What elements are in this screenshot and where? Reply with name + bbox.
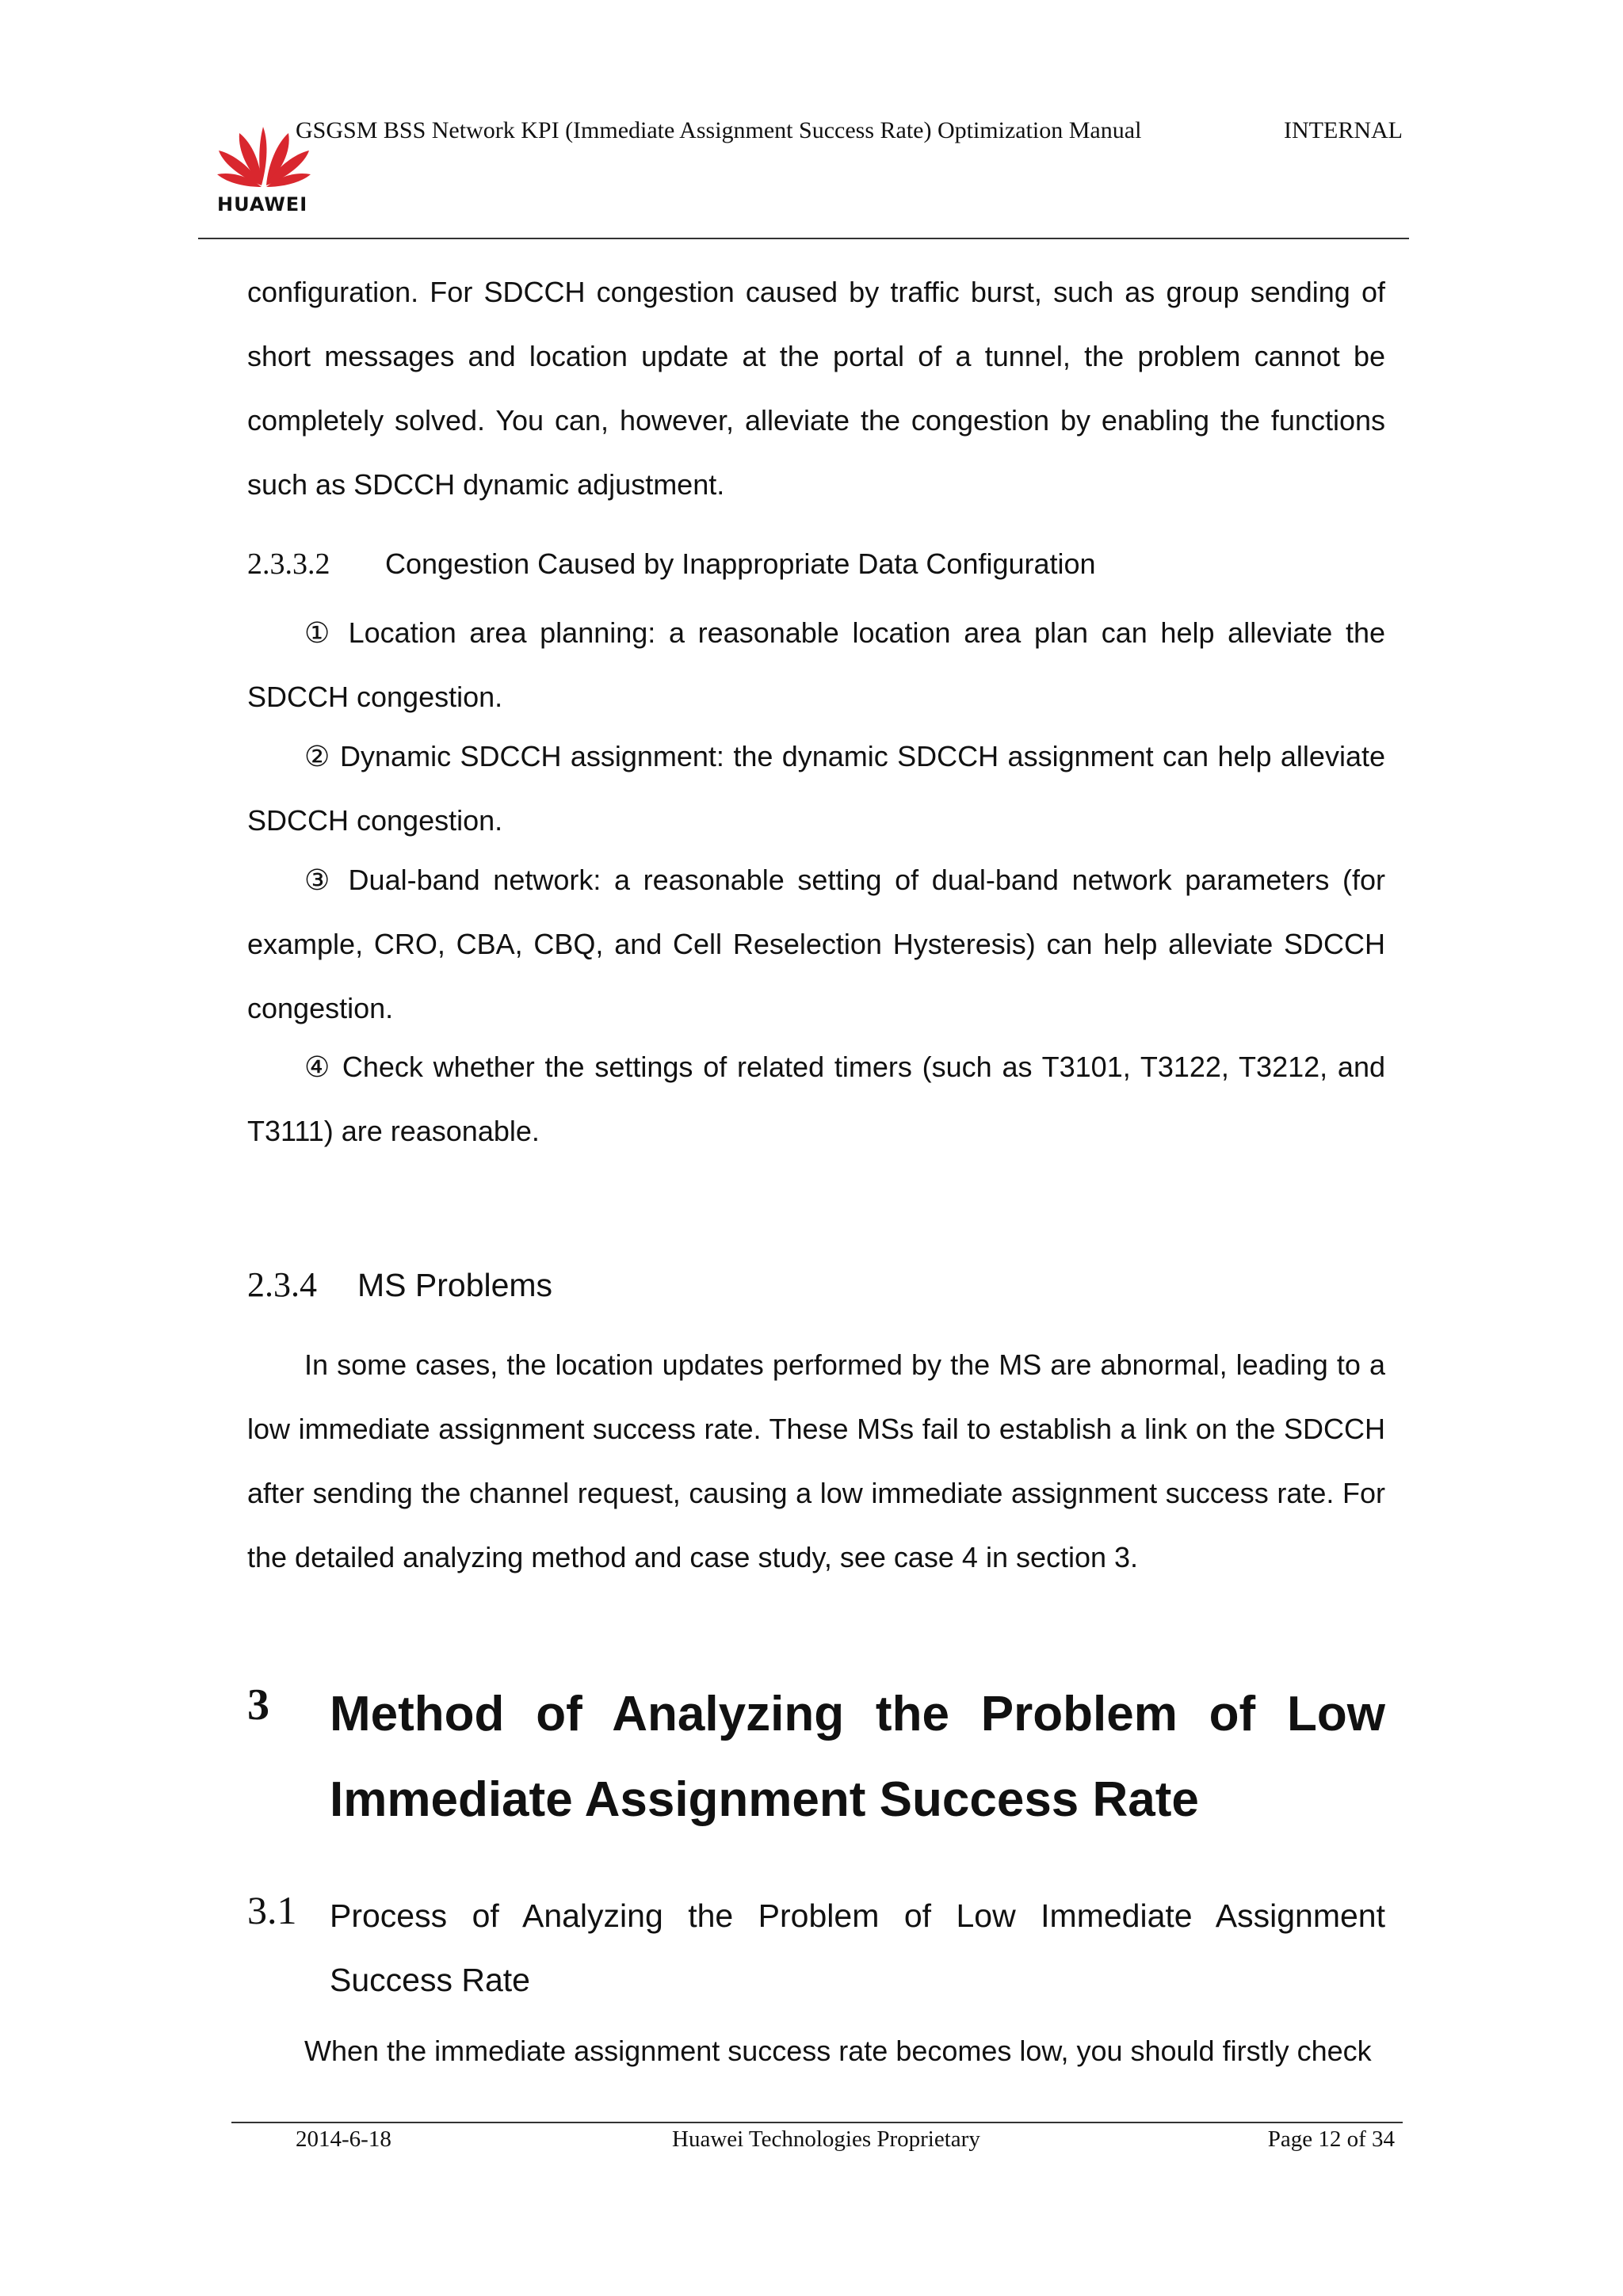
heading-2-3-3-2 xyxy=(247,547,1096,582)
heading-number: 2.3.4 xyxy=(247,1265,317,1304)
header-divider xyxy=(198,238,1409,239)
heading-title: MS Problems xyxy=(357,1267,553,1303)
classification-label: INTERNAL xyxy=(1284,117,1403,143)
list-item-1: ① Location area planning: a reasonable location area plan can help alleviate the SDCCH congestion. xyxy=(247,616,1385,713)
intro-paragraph: configuration. For SDCCH congestion caused by traffic burst, such as group sending of short messages and location update at the portal of a tunnel, the problem cannot be completely solved. You can, however, alleviate the congestion by enabling the functions such as SDCCH dynamic adjustment. xyxy=(247,276,1385,501)
list-item-4: ④ Check whether the settings of related timers (such as T3101, T3122, T3212, and T3111) are reasonable. xyxy=(247,1051,1385,1147)
document-title: GSGSM BSS Network KPI (Immediate Assignment Success Rate) Optimization Manual xyxy=(296,117,1142,143)
heading-2-3-4 xyxy=(247,1264,552,1305)
section-3-1-number: 3.1 xyxy=(247,1888,297,1932)
ms-problems-paragraph: In some cases, the location updates performed by the MS are abnormal, leading to a low immediate assignment success rate. These MSs fail to establish a link on the SDCCH after sending the channel request, causing a low immediate assignment success rate. For the detailed analyzing method and case study, see case 4 in section 3. xyxy=(247,1348,1385,1573)
heading-title: Congestion Caused by Inappropriate Data Configuration xyxy=(385,547,1096,580)
chapter-title: Method of Analyzing the Problem of Low Immediate Assignment Success Rate xyxy=(330,1687,1385,1827)
chapter-number: 3 xyxy=(247,1680,269,1730)
list-item-3: ③ Dual-band network: a reasonable setting of dual-band network parameters (for example, CRO, CBA, CBQ, and Cell Reselection Hysteresis) can help alleviate SDCCH congestion. xyxy=(247,864,1385,1024)
section-3-1-paragraph: When the immediate assignment success rate becomes low, you should firstly check xyxy=(304,2035,1372,2067)
list-item-2: ② Dynamic SDCCH assignment: the dynamic SDCCH assignment can help alleviate SDCCH congestion. xyxy=(247,740,1385,837)
huawei-logo-text: HUAWEI xyxy=(217,193,308,215)
heading-number: 2.3.3.2 xyxy=(247,547,330,581)
footer-divider xyxy=(231,2122,1403,2123)
footer-page-number: Page 12 of 34 xyxy=(1267,2126,1395,2152)
section-3-1-title: Process of Analyzing the Problem of Low Immediate Assignment Success Rate xyxy=(330,1897,1385,1998)
footer-proprietary: Huawei Technologies Proprietary xyxy=(672,2126,980,2152)
footer-date: 2014-6-18 xyxy=(296,2126,391,2152)
